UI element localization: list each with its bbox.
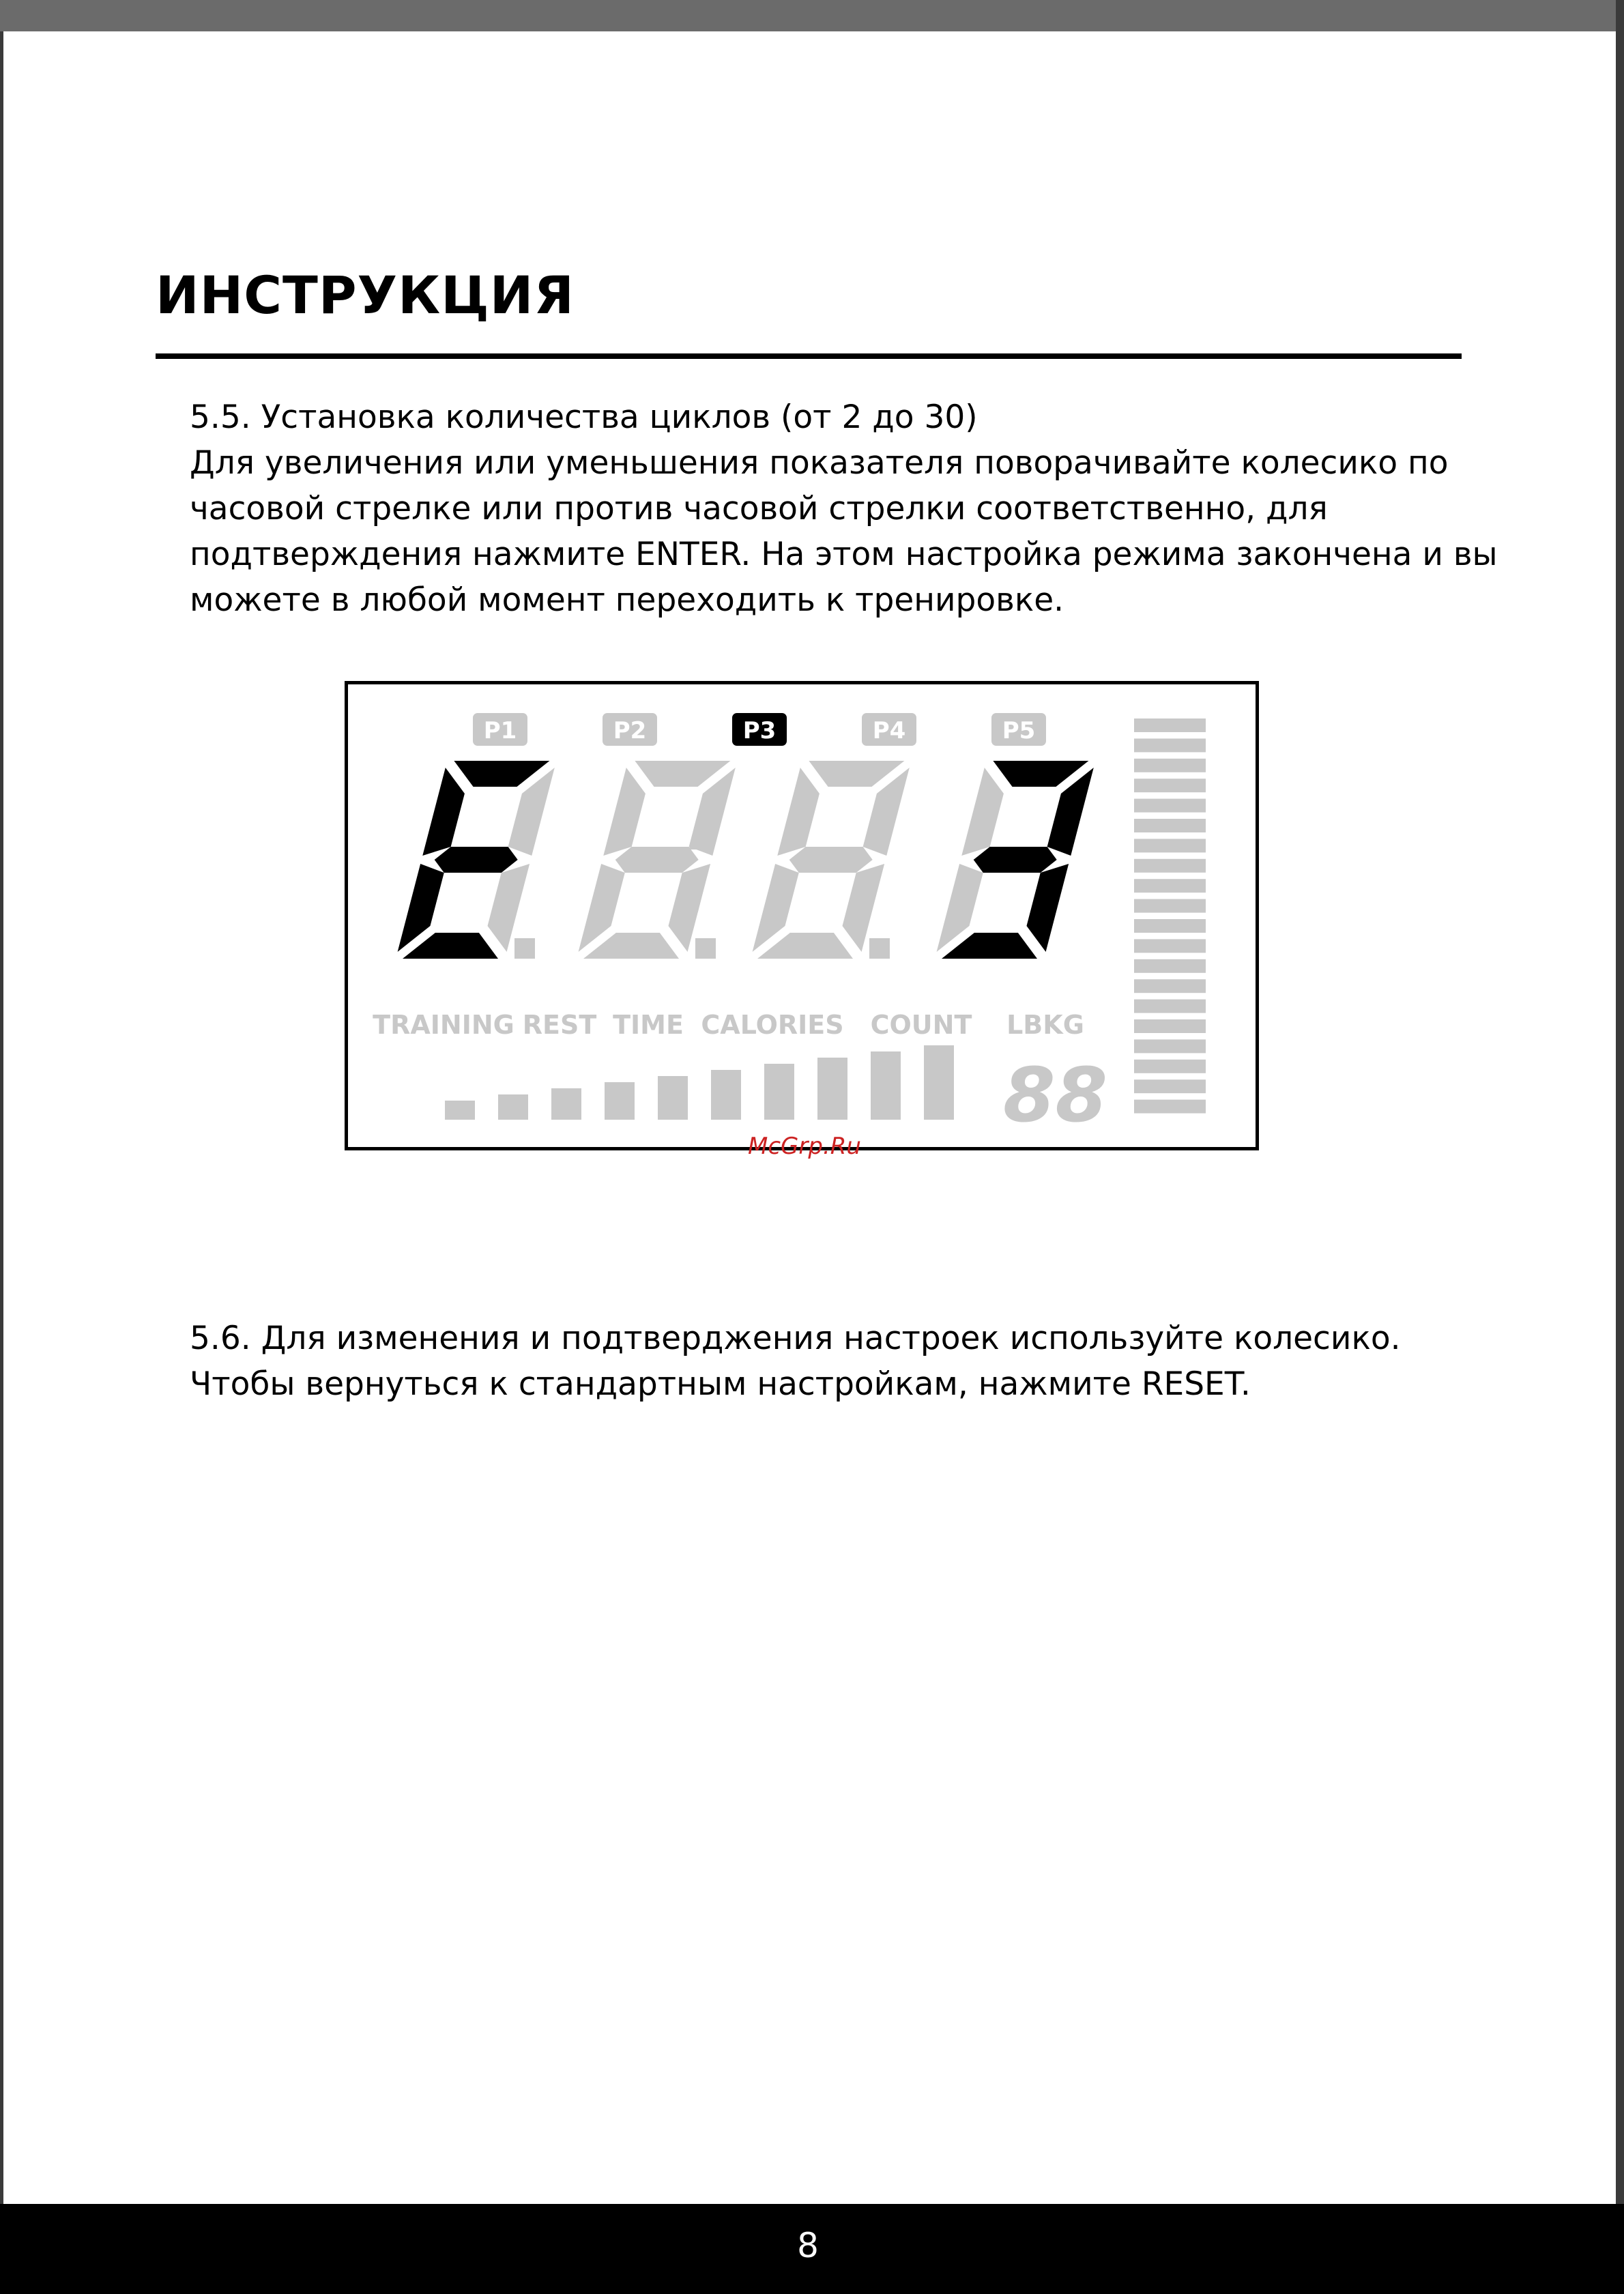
- meter-segment: [1134, 879, 1206, 892]
- digit-segment-c: [1026, 864, 1069, 952]
- program-indicator-label: P5: [1002, 717, 1036, 744]
- program-indicator-p4: [862, 713, 916, 746]
- mode-label-time: TIME: [613, 1010, 684, 1040]
- page-number: 8: [797, 2226, 819, 2265]
- mode-label-rest: REST: [522, 1010, 597, 1040]
- level-bar: [924, 1045, 954, 1120]
- level-bar: [871, 1051, 901, 1120]
- section-5-5-line: Для увеличения или уменьшения показателя поворачивайте колесико по: [190, 444, 1449, 482]
- digit-segment-g: [789, 847, 873, 873]
- digit-segment-f: [961, 768, 1004, 856]
- meter-segment: [1134, 979, 1206, 993]
- level-bar: [817, 1058, 847, 1120]
- digit-segment-f: [777, 768, 820, 856]
- level-bar: [445, 1101, 475, 1120]
- meter-segment: [1134, 799, 1206, 813]
- program-indicator-p2: [603, 713, 657, 746]
- page-title: ИНСТРУКЦИЯ: [156, 265, 575, 325]
- digit-segment-f: [422, 768, 465, 856]
- meter-segment: [1134, 759, 1206, 772]
- digit-segment-g: [974, 847, 1057, 873]
- digit-segment-d: [757, 933, 853, 959]
- vertical-bar-meter: [1134, 718, 1206, 1114]
- mode-label-lbkg: LBKG: [1006, 1010, 1084, 1040]
- program-indicator-label: P2: [613, 717, 647, 744]
- segment-digit-4: [937, 761, 1094, 959]
- meter-segment: [1134, 1019, 1206, 1033]
- meter-segment: [1134, 1079, 1206, 1093]
- digit-segment-a: [635, 761, 730, 787]
- mode-label-count: COUNT: [870, 1010, 972, 1040]
- level-bar: [711, 1070, 741, 1120]
- meter-segment: [1134, 1060, 1206, 1073]
- meter-segment: [1134, 919, 1206, 933]
- meter-segment: [1134, 779, 1206, 792]
- meter-segment: [1134, 1100, 1206, 1114]
- program-indicator-p3: [732, 713, 787, 746]
- level-bar: [764, 1064, 794, 1120]
- digit-segment-d: [403, 933, 498, 959]
- section-5-5-line: можете в любой момент переходить к тренировке.: [190, 581, 1064, 619]
- mode-labels: [373, 1010, 1084, 1040]
- meter-segment: [1134, 1039, 1206, 1053]
- program-indicators: [473, 713, 1046, 746]
- title-rule: [156, 353, 1462, 359]
- meter-segment: [1134, 839, 1206, 852]
- level-bar: [498, 1094, 528, 1120]
- section-5-5: [190, 394, 1498, 623]
- lcd-display-illustration: [345, 681, 1259, 1150]
- section-5-5-line: часовой стрелке или против часовой стрелки соответственно, для: [190, 490, 1328, 527]
- section-5-6-line: Чтобы вернуться к стандартным настройкам, нажмите RESET.: [190, 1365, 1251, 1403]
- decimal-dot: [869, 938, 890, 959]
- meter-segment: [1134, 959, 1206, 973]
- section-5-5-line: подтверждения нажмите ENTER. На этом настройка режима закончена и вы: [190, 536, 1498, 573]
- segment-digit-3: [753, 761, 910, 959]
- digit-segment-d: [583, 933, 679, 959]
- meter-segment: [1134, 859, 1206, 873]
- mode-label-training: TRAINING: [373, 1010, 514, 1040]
- program-indicator-label: P3: [742, 717, 777, 744]
- segment-digit-1: [398, 761, 555, 959]
- meter-segment: [1134, 718, 1206, 732]
- meter-segment: [1134, 819, 1206, 832]
- meter-segment: [1134, 1000, 1206, 1013]
- mode-label-calories: CALORIES: [701, 1010, 844, 1040]
- meter-segment: [1134, 899, 1206, 913]
- program-indicator-p1: [473, 713, 527, 746]
- level-bar: [658, 1076, 688, 1120]
- segment-digit-2: [579, 761, 736, 959]
- watermark: McGrp.Ru: [748, 1133, 861, 1160]
- digit-segment-a: [454, 761, 549, 787]
- digit-segment-f: [603, 768, 646, 856]
- section-5-6: [190, 1316, 1473, 1407]
- left-border: [0, 31, 3, 2204]
- small-digit-display: 88: [1003, 1051, 1108, 1139]
- section-5-5-heading: 5.5. Установка количества циклов (от 2 до 30): [190, 398, 978, 436]
- lcd-svg: [348, 684, 1256, 1147]
- level-bars: [445, 1045, 954, 1120]
- level-bar: [605, 1082, 635, 1120]
- meter-segment: [1134, 939, 1206, 953]
- program-indicator-label: P4: [872, 717, 906, 744]
- digit-segment-a: [809, 761, 904, 787]
- digit-segment-a: [993, 761, 1088, 787]
- digit-segment-d: [942, 933, 1037, 959]
- decimal-dot: [695, 938, 716, 959]
- section-5-6-heading: 5.6. Для изменения и подтверджения настроек используйте колесико.: [190, 1320, 1401, 1357]
- segment-digits: [398, 761, 1094, 959]
- program-indicator-p5: [991, 713, 1046, 746]
- level-bar: [551, 1088, 581, 1120]
- meter-segment: [1134, 738, 1206, 752]
- digit-segment-g: [615, 847, 699, 873]
- decimal-dot: [514, 938, 535, 959]
- digit-segment-g: [435, 847, 518, 873]
- top-bar: [0, 0, 1624, 31]
- right-border: [1616, 0, 1624, 2204]
- program-indicator-label: P1: [483, 717, 517, 744]
